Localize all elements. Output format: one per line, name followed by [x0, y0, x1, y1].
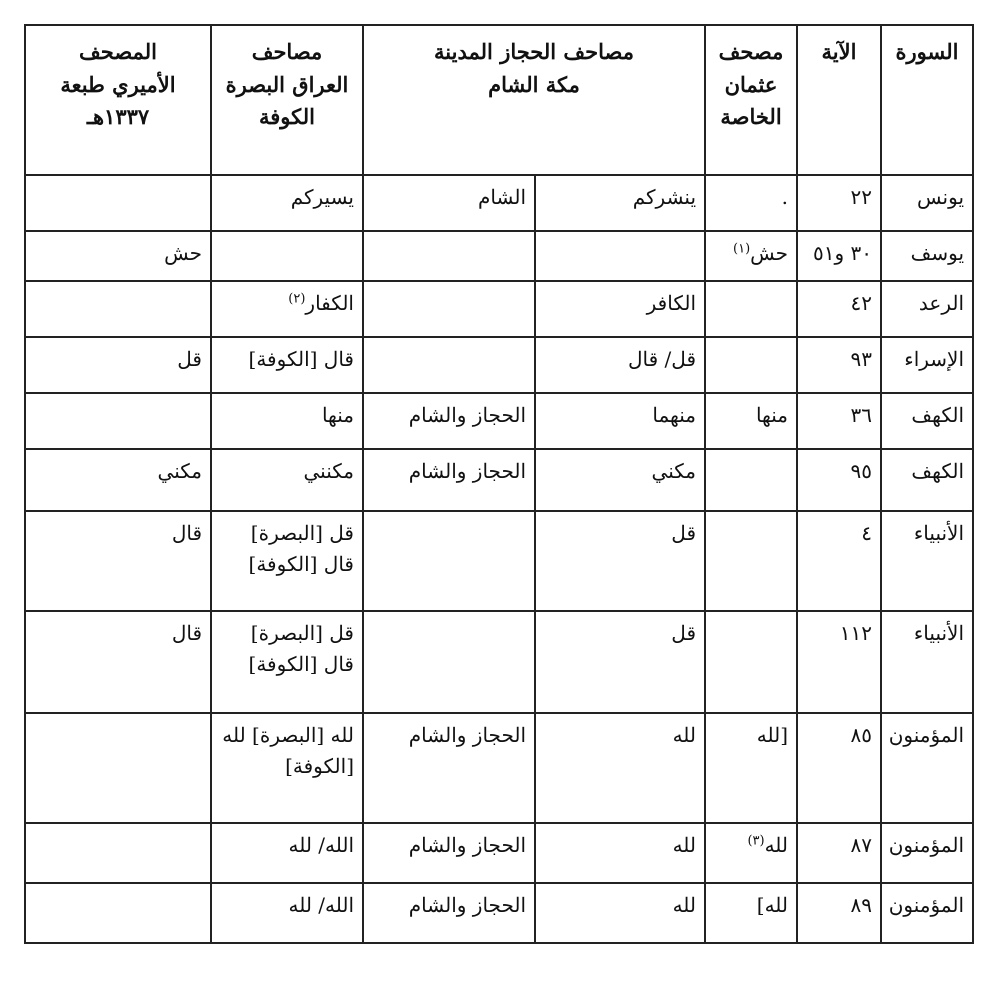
cell-amiri-line: قال	[171, 521, 202, 545]
cell-hijaz-a-text: منهما	[652, 403, 697, 427]
document-page	[24, 24, 974, 944]
cell-verse	[797, 449, 881, 511]
cell-verse	[797, 511, 881, 611]
table-row	[25, 823, 973, 883]
cell-hijaz-b	[363, 175, 535, 231]
cell-hijaz-b	[363, 231, 535, 281]
cell-amiri	[25, 823, 211, 883]
cell-surah	[881, 281, 973, 337]
cell-uthman	[705, 511, 797, 611]
cell-amiri	[25, 611, 211, 713]
cell-surah	[881, 337, 973, 393]
cell-hijaz-a-text: مكني	[651, 459, 697, 483]
cell-hijaz-b-text: الحجاز والشام	[408, 833, 527, 857]
cell-iraq-line: لله [البصرة] لله	[222, 723, 354, 747]
cell-amiri	[25, 337, 211, 393]
table-row	[25, 231, 973, 281]
cell-uthman	[705, 337, 797, 393]
cell-uthman	[705, 611, 797, 713]
cell-verse-text: ٣٦	[850, 403, 873, 427]
cell-hijaz-a-text: لله	[672, 833, 697, 857]
cell-iraq	[211, 713, 363, 823]
cell-hijaz-a-text: الكافر	[646, 291, 697, 315]
cell-surah	[881, 883, 973, 943]
cell-amiri	[25, 713, 211, 823]
header-amiri-line: الأميري طبعة	[60, 71, 176, 97]
cell-hijaz-b-text: الحجاز والشام	[408, 723, 527, 747]
cell-hijaz-b-text: الحجاز والشام	[408, 459, 527, 483]
table-body	[25, 175, 973, 943]
cell-hijaz-b-text: الحجاز والشام	[408, 893, 527, 917]
cell-amiri-line: قال	[171, 621, 202, 645]
cell-iraq	[211, 883, 363, 943]
cell-iraq-line: يسيركم	[290, 185, 354, 209]
cell-verse	[797, 611, 881, 713]
cell-uthman-text: [لله	[756, 723, 789, 747]
cell-hijaz-a	[535, 175, 705, 231]
cell-verse-text: ٤	[861, 521, 873, 545]
cell-uthman-text: لله	[764, 833, 789, 857]
cell-verse	[797, 175, 881, 231]
cell-iraq	[211, 337, 363, 393]
footnote-marker: (٢)	[288, 291, 306, 307]
cell-hijaz-a	[535, 449, 705, 511]
cell-surah	[881, 713, 973, 823]
header-hijaz	[363, 25, 705, 175]
cell-hijaz-a-text: ينشركم	[632, 185, 697, 209]
cell-surah-text: المؤمنون	[888, 833, 965, 857]
cell-uthman	[705, 393, 797, 449]
table-row	[25, 393, 973, 449]
cell-hijaz-b	[363, 883, 535, 943]
cell-hijaz-a	[535, 823, 705, 883]
table-row	[25, 611, 973, 713]
cell-surah-text: المؤمنون	[888, 893, 965, 917]
cell-iraq-line: منها	[321, 403, 354, 427]
cell-amiri-line: قل	[177, 347, 202, 371]
cell-uthman	[705, 883, 797, 943]
cell-hijaz-a-text: لله	[672, 893, 697, 917]
cell-amiri	[25, 281, 211, 337]
cell-surah-text: الكهف	[911, 403, 965, 427]
cell-amiri	[25, 511, 211, 611]
cell-iraq-line: الله/ لله	[288, 893, 354, 917]
table-row	[25, 449, 973, 511]
cell-iraq	[211, 611, 363, 713]
cell-amiri-line: حش	[164, 241, 202, 265]
cell-verse	[797, 393, 881, 449]
cell-surah	[881, 175, 973, 231]
header-amiri-line: المصحف	[79, 39, 157, 64]
cell-hijaz-a	[535, 511, 705, 611]
cell-amiri	[25, 449, 211, 511]
footnote-marker: (١)	[733, 241, 751, 257]
table-header-row	[25, 25, 973, 175]
table-row	[25, 883, 973, 943]
cell-iraq-line: الله/ لله	[288, 833, 354, 857]
cell-iraq	[211, 231, 363, 281]
cell-amiri	[25, 175, 211, 231]
header-iraq	[211, 25, 363, 175]
cell-hijaz-a	[535, 713, 705, 823]
cell-hijaz-b	[363, 449, 535, 511]
cell-surah	[881, 393, 973, 449]
cell-hijaz-a	[535, 611, 705, 713]
header-uthman	[705, 25, 797, 175]
cell-verse-text: ٨٩	[850, 893, 873, 917]
cell-hijaz-b	[363, 713, 535, 823]
cell-verse	[797, 337, 881, 393]
cell-uthman-text: .	[781, 185, 789, 209]
table-row	[25, 337, 973, 393]
cell-uthman	[705, 449, 797, 511]
cell-uthman	[705, 175, 797, 231]
cell-surah-text: المؤمنون	[888, 723, 965, 747]
cell-verse-text: ٢٢	[850, 185, 873, 209]
footnote-marker: (٣)	[747, 833, 765, 849]
cell-uthman	[705, 713, 797, 823]
table-row	[25, 511, 973, 611]
cell-iraq	[211, 393, 363, 449]
cell-surah	[881, 231, 973, 281]
cell-amiri	[25, 231, 211, 281]
cell-hijaz-b	[363, 511, 535, 611]
header-uthman-line: الخاصة	[720, 104, 782, 130]
cell-iraq-line: الكفار	[305, 291, 354, 315]
cell-iraq-line: قل [البصرة]	[250, 521, 354, 545]
header-amiri	[25, 25, 211, 175]
cell-hijaz-a	[535, 231, 705, 281]
cell-surah-text: يونس	[917, 185, 965, 209]
table-row	[25, 175, 973, 231]
cell-uthman	[705, 231, 797, 281]
header-iraq-line: مصاحف	[251, 39, 323, 64]
cell-hijaz-a-text: قل	[671, 521, 697, 545]
header-uthman-line: مصحف	[718, 39, 784, 64]
cell-surah	[881, 823, 973, 883]
cell-uthman-text: حش	[750, 241, 789, 265]
cell-hijaz-b-text: الحجاز والشام	[408, 403, 527, 427]
cell-hijaz-b	[363, 393, 535, 449]
cell-verse-text: ٨٥	[850, 723, 873, 747]
cell-verse-text: ٩٣	[850, 347, 873, 371]
cell-hijaz-b	[363, 281, 535, 337]
cell-hijaz-b	[363, 823, 535, 883]
cell-uthman-text: لله]	[756, 893, 789, 917]
cell-surah-text: الأنبياء	[913, 621, 965, 645]
cell-uthman-text: منها	[755, 403, 789, 427]
cell-iraq-line: قال [الكوفة]	[248, 347, 354, 371]
cell-verse	[797, 281, 881, 337]
cell-amiri	[25, 393, 211, 449]
cell-surah-text: الرعد	[918, 291, 965, 315]
cell-iraq-line: مكنني	[303, 459, 354, 483]
cell-iraq-line-wrap	[220, 288, 354, 319]
table-row	[25, 713, 973, 823]
cell-verse-text: ٩٥	[850, 459, 873, 483]
cell-verse-text: ١١٢	[839, 621, 873, 645]
cell-iraq	[211, 449, 363, 511]
cell-surah-text: الأنبياء	[913, 521, 965, 545]
cell-verse	[797, 823, 881, 883]
cell-surah-text: يوسف	[910, 241, 965, 265]
cell-surah	[881, 611, 973, 713]
cell-hijaz-a	[535, 393, 705, 449]
cell-verse-text: ٣٠ و٥١	[813, 241, 873, 265]
cell-verse-text: ٨٧	[850, 833, 873, 857]
cell-hijaz-a	[535, 883, 705, 943]
cell-iraq	[211, 175, 363, 231]
cell-iraq	[211, 511, 363, 611]
table-row	[25, 281, 973, 337]
cell-surah-text: الإسراء	[904, 347, 965, 371]
cell-uthman	[705, 823, 797, 883]
header-uthman-line: عثمان	[724, 71, 778, 97]
cell-amiri-line: مكني	[157, 459, 202, 483]
header-verse: الآية	[797, 25, 881, 175]
cell-verse	[797, 713, 881, 823]
cell-hijaz-b-text: الشام	[478, 185, 527, 209]
header-surah: السورة	[881, 25, 973, 175]
cell-hijaz-b	[363, 611, 535, 713]
header-hijaz-line: مكة الشام	[488, 71, 580, 97]
cell-verse-text: ٤٢	[850, 291, 873, 315]
cell-verse	[797, 231, 881, 281]
cell-uthman	[705, 281, 797, 337]
cell-hijaz-a	[535, 337, 705, 393]
cell-iraq-line: قال [الكوفة]	[248, 552, 354, 576]
cell-hijaz-a-text: قل/ قال	[628, 347, 697, 371]
cell-iraq	[211, 281, 363, 337]
header-hijaz-line: مصاحف الحجاز المدينة	[434, 39, 634, 64]
cell-hijaz-a-text: قل	[671, 621, 697, 645]
cell-amiri	[25, 883, 211, 943]
cell-hijaz-b	[363, 337, 535, 393]
cell-iraq-line: [الكوفة]	[285, 754, 354, 778]
cell-hijaz-a-text: لله	[672, 723, 697, 747]
header-iraq-line: العراق البصرة	[225, 71, 349, 97]
cell-hijaz-a	[535, 281, 705, 337]
header-iraq-line: الكوفة	[259, 104, 315, 130]
cell-surah	[881, 511, 973, 611]
mushaf-variants-table	[24, 24, 974, 944]
cell-verse	[797, 883, 881, 943]
cell-iraq	[211, 823, 363, 883]
header-amiri-line: ١٣٣٧هـ	[86, 104, 150, 130]
cell-iraq-line: قل [البصرة]	[250, 621, 354, 645]
cell-surah-text: الكهف	[911, 459, 965, 483]
cell-iraq-line: قال [الكوفة]	[248, 652, 354, 676]
cell-surah	[881, 449, 973, 511]
